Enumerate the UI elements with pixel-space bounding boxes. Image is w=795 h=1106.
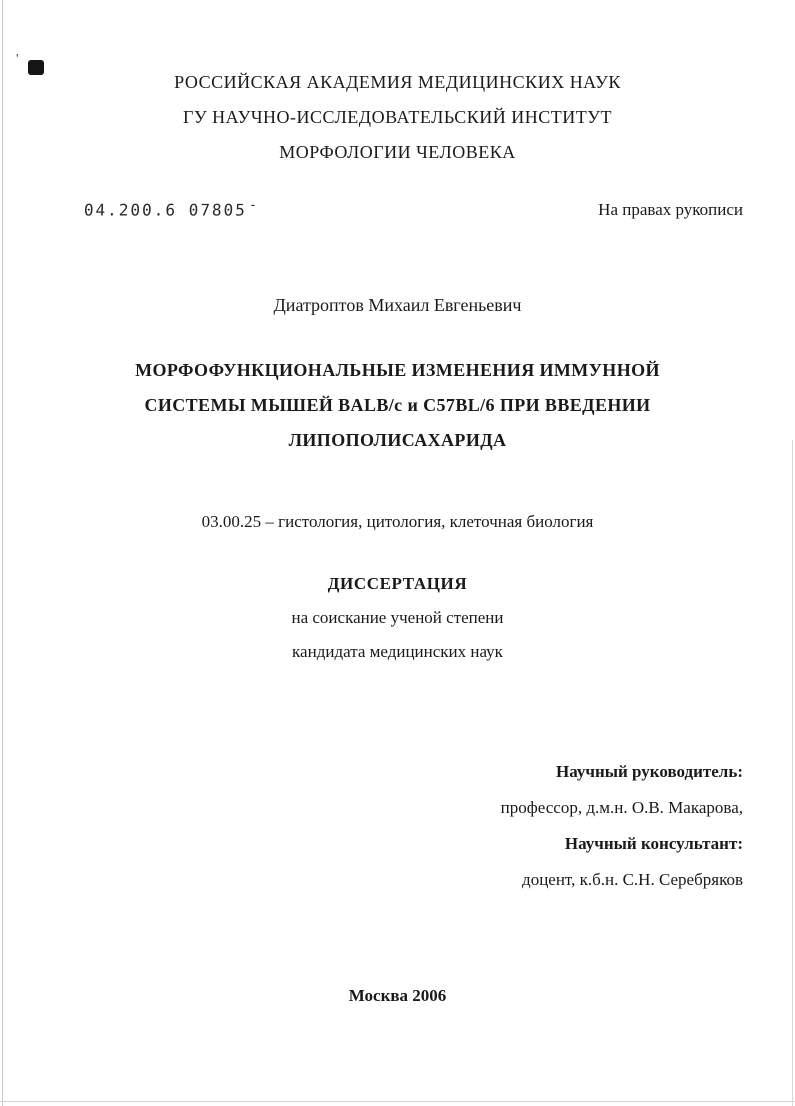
- thesis-heading: ДИССЕРТАЦИЯ: [327, 574, 468, 593]
- institution-line-1: РОССИЙСКАЯ АКАДЕМИЯ МЕДИЦИНСКИХ НАУК: [174, 72, 621, 92]
- institution-header: [0, 72, 795, 177]
- author-name: Диатроптов Михаил Евгеньевич: [273, 295, 522, 315]
- thesis-degree-line-1: на соискание ученой степени: [291, 608, 504, 627]
- institution-line-2: ГУ НАУЧНО-ИССЛЕДОВАТЕЛЬСКИЙ ИНСТИТУТ: [183, 107, 612, 127]
- stamp-dash-mark: -: [248, 198, 258, 213]
- consultant-role: Научный консультант:: [564, 834, 743, 853]
- scan-edge-right: [792, 440, 793, 1106]
- title-line-3: ЛИПОПОЛИСАХАРИДА: [288, 430, 507, 450]
- accession-number-stamp: [84, 198, 257, 219]
- institution-line-3: МОРФОЛОГИИ ЧЕЛОВЕКА: [279, 142, 516, 162]
- title-line-1: МОРФОФУНКЦИОНАЛЬНЫЕ ИЗМЕНЕНИЯ ИММУННОЙ: [135, 360, 660, 380]
- supervisor-role: Научный руководитель:: [556, 762, 743, 781]
- thesis-degree-line-2: кандидата медицинских наук: [292, 642, 503, 661]
- thesis-type-block: [0, 574, 795, 676]
- supervisors-block: [501, 762, 743, 906]
- manuscript-rights-note: На правах рукописи: [598, 200, 743, 219]
- scan-tick-artifact: ': [16, 52, 19, 67]
- city-year: Москва 2006: [348, 986, 447, 1005]
- dissertation-title: [0, 360, 795, 465]
- consultant-name: доцент, к.б.н. С.Н. Серебряков: [522, 870, 743, 889]
- scan-edge-bottom: [0, 1101, 795, 1102]
- specialty-code: 03.00.25 – гистология, цитология, клеточная биология: [201, 512, 594, 531]
- title-line-2: СИСТЕМЫ МЫШЕЙ BALB/c и C57BL/6 ПРИ ВВЕДЕНИИ: [144, 395, 651, 415]
- accession-number: 04.200.6 07805: [83, 200, 248, 220]
- supervisor-name: профессор, д.м.н. О.В. Макарова,: [500, 798, 743, 817]
